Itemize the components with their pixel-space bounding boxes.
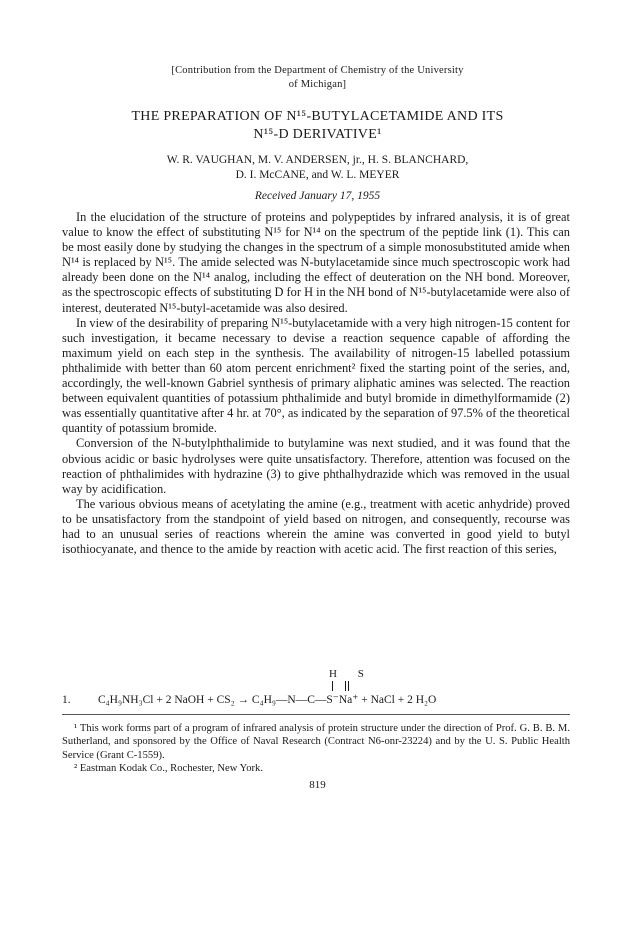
paragraph-3: Conversion of the N-butylphthalimide to butylamine was next studied, and it was found that the obvious acidic or basic hydrolyses were quite unsatisfactory. Therefore, attention was focused on the reaction of phthalimides with hydrazine (3) to give phthalhydrazide which was removed in the usual way by acidification. bbox=[62, 436, 570, 496]
double-bond-mark-left bbox=[345, 681, 346, 691]
single-bond-mark bbox=[332, 681, 333, 691]
equation-number: 1. bbox=[62, 694, 71, 706]
author-list bbox=[70, 153, 565, 183]
double-bond-mark-right bbox=[348, 681, 349, 691]
footnotes bbox=[62, 722, 570, 776]
structure-top-atoms: H S bbox=[329, 668, 373, 680]
title-line-1: THE PREPARATION OF N¹⁵-BUTYLACETAMIDE AND ITS bbox=[131, 109, 504, 124]
equation-text: C₄H₉NH₃Cl + 2 NaOH + CS₂ → C₄H₉—N—C—S⁻Na⁺ + NaCl + 2 H₂O bbox=[98, 694, 437, 706]
reaction-equation bbox=[62, 693, 570, 707]
authors-line-2: D. I. McCANE, and W. L. MEYER bbox=[235, 169, 400, 181]
contribution-line-1: [Contribution from the Department of Chemistry of the University bbox=[171, 65, 464, 76]
page-number: 819 bbox=[309, 779, 326, 791]
footnote-divider bbox=[62, 714, 570, 715]
paragraph-2: In view of the desirability of preparing N¹⁵-butylacetamide with a very high nitrogen-15 content for such investigation, it became necessary to devise a reaction sequence capable of affording the maximum yield on each step in the synthesis. The availability of nitrogen-15 labelled potassium phthalimide with better than 60 atom percent enrichment² fixed the starting point of the series, and, accordingly, the well-known Gabriel synthesis of primary aliphatic amines was selected. The reaction between equivalent quantities of potassium phthalimide and butyl bromide in dimethylformamide (2) was essentially quantitative after 4 hr. at 70°, as indicated by the separation of 97.5% of the theoretical quantity of potassium bromide. bbox=[62, 315, 570, 436]
authors-line-1: W. R. VAUGHAN, M. V. ANDERSEN, jr., H. S. BLANCHARD, bbox=[166, 154, 469, 166]
article-body bbox=[62, 210, 570, 557]
footnote-2: ² Eastman Kodak Co., Rochester, New York. bbox=[74, 763, 264, 775]
contribution-note bbox=[80, 64, 555, 92]
contribution-line-2: of Michigan] bbox=[288, 79, 347, 90]
title-line-2: N¹⁵-D DERIVATIVE¹ bbox=[253, 127, 382, 142]
paragraph-1: In the elucidation of the structure of proteins and polypeptides by infrared analysis, it is of great value to know the effect of substituting N¹⁵ for N¹⁴ on the spectrum of the peptide link (1). This can be most easily done by studying the changes in the spectrum of a simple monosubstituted amide when N¹⁴ is replaced by N¹⁵. The amide selected was N-butylacetamide since much spectroscopic work had already been done on the N¹⁴ analog, including the effect of deuteration on the NH bond. Moreover, as the spectroscopic effects of substituting D for H in the NH bond of N¹⁵-butylacetamide were also of interest, deuterated N¹⁵-butyl-acetamide was also desired. bbox=[62, 210, 570, 315]
received-date: Received January 17, 1955 bbox=[254, 190, 381, 202]
footnote-1: ¹ This work forms part of a program of infrared analysis of protein structure under the direction of Prof. G. B. B. M. Sutherland, and sponsored by the Office of Naval Research (Contract N6-onr-23224) and by the U. S. Public Health Service (Grant C-1559). bbox=[62, 723, 570, 761]
article-title bbox=[70, 108, 565, 144]
paragraph-4: The various obvious means of acetylating the amine (e.g., treatment with acetic anhydride) proved to be unsatisfactory from the standpoint of yield based on nitrogen, and consequently, recourse was had to an unusual series of reactions wherein the amine was converted in good yield to butyl isothiocyanate, and thence to the amide by reaction with acetic acid. The first reaction of this series, bbox=[62, 496, 570, 557]
